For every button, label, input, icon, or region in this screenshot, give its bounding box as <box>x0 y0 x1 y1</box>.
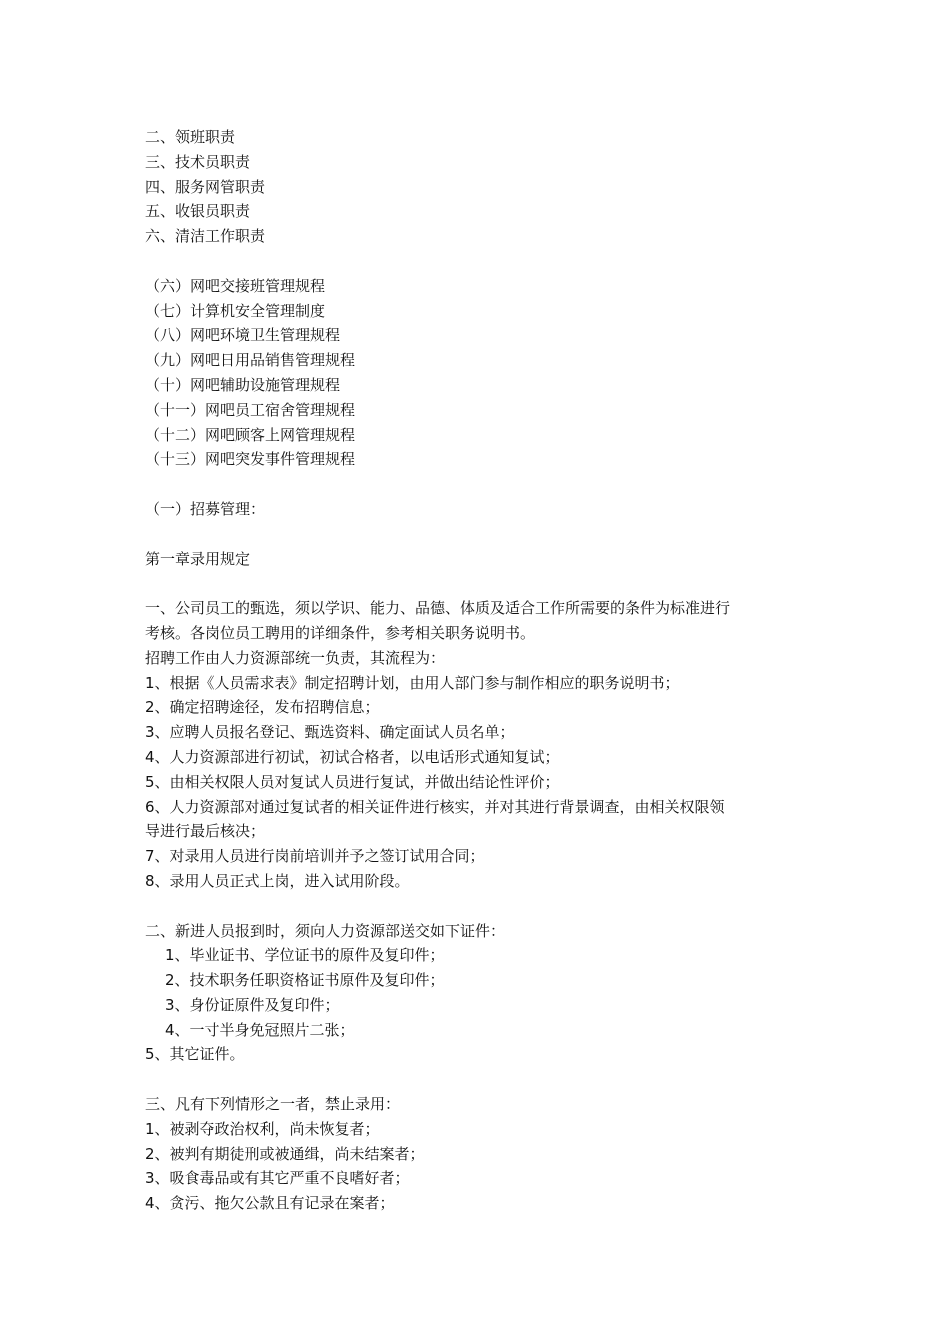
spacer <box>145 571 825 596</box>
paragraph-line: 考核。各岗位员工聘用的详细条件，参考相关职务说明书。 <box>145 623 536 642</box>
list-item: 1、被剥夺政治权利，尚未恢复者； <box>145 1119 380 1138</box>
section-heading: 三、凡有下列情形之一者，禁止录用： <box>145 1095 401 1114</box>
section-documents <box>145 919 825 1068</box>
section-heading: 二、新进人员报到时，须向人力资源部送交如下证件： <box>145 921 506 940</box>
section-prohibitions <box>145 1092 825 1216</box>
recruitment-heading: （一）招募管理： <box>145 499 266 518</box>
list-item: （八）网吧环境卫生管理规程 <box>145 326 341 345</box>
spacer <box>145 522 825 547</box>
process-step: 5、由相关权限人员对复试人员进行复试，并做出结论性评价； <box>145 772 560 791</box>
duties-list <box>145 125 825 249</box>
spacer <box>145 249 825 274</box>
list-item: 5、其它证件。 <box>145 1045 245 1064</box>
list-item: （九）网吧日用品销售管理规程 <box>145 351 356 370</box>
process-step: 6、人力资源部对通过复试者的相关证件进行核实，并对其进行背景调查，由相关权限领 <box>145 797 725 816</box>
section-selection-criteria <box>145 596 825 894</box>
list-item: 3、身份证原件及复印件； <box>165 995 340 1014</box>
spacer <box>145 1067 825 1092</box>
process-step: 4、人力资源部进行初试，初试合格者，以电话形式通知复试； <box>145 747 560 766</box>
list-item: 六、清洁工作职责 <box>145 227 266 246</box>
spacer <box>145 894 825 919</box>
spacer <box>145 472 825 497</box>
list-item: 2、技术职务任职资格证书原件及复印件； <box>165 971 445 990</box>
regulations-list <box>145 274 825 472</box>
process-step: 3、应聘人员报名登记、甄选资料、确定面试人员名单； <box>145 723 515 742</box>
process-step-continuation: 导进行最后核决； <box>145 822 266 841</box>
list-item: 3、吸食毒品或有其它严重不良嗜好者； <box>145 1169 410 1188</box>
list-item: （十一）网吧员工宿舍管理规程 <box>145 400 356 419</box>
chapter-title: 第一章录用规定 <box>145 549 251 568</box>
list-item: （七）计算机安全管理制度 <box>145 301 326 320</box>
list-item: 1、毕业证书、学位证书的原件及复印件； <box>165 946 445 965</box>
process-step: 7、对录用人员进行岗前培训并予之签订试用合同； <box>145 847 485 866</box>
list-item: （十二）网吧顾客上网管理规程 <box>145 425 356 444</box>
list-item: 五、收银员职责 <box>145 202 251 221</box>
list-item: （十）网吧辅助设施管理规程 <box>145 375 341 394</box>
process-step: 1、根据《人员需求表》制定招聘计划，由用人部门参与制作相应的职务说明书； <box>145 673 680 692</box>
list-item: 四、服务网管职责 <box>145 177 266 196</box>
list-item: 三、技术员职责 <box>145 152 251 171</box>
list-item: （十三）网吧突发事件管理规程 <box>145 450 356 469</box>
paragraph-line: 一、公司员工的甄选，须以学识、能力、品德、体质及适合工作所需要的条件为标准进行 <box>145 599 731 618</box>
process-step: 8、录用人员正式上岗，进入试用阶段。 <box>145 871 410 890</box>
process-step: 2、确定招聘途径，发布招聘信息； <box>145 698 380 717</box>
list-item: 二、领班职责 <box>145 128 236 146</box>
list-item: 2、被判有期徒刑或被通缉，尚未结案者； <box>145 1144 425 1163</box>
process-intro: 招聘工作由人力资源部统一负责，其流程为： <box>145 648 446 667</box>
list-item: 4、贪污、拖欠公款且有记录在案者； <box>145 1194 395 1213</box>
list-item: （六）网吧交接班管理规程 <box>145 276 326 295</box>
document-page <box>145 125 825 1216</box>
list-item: 4、一寸半身免冠照片二张； <box>165 1020 355 1039</box>
